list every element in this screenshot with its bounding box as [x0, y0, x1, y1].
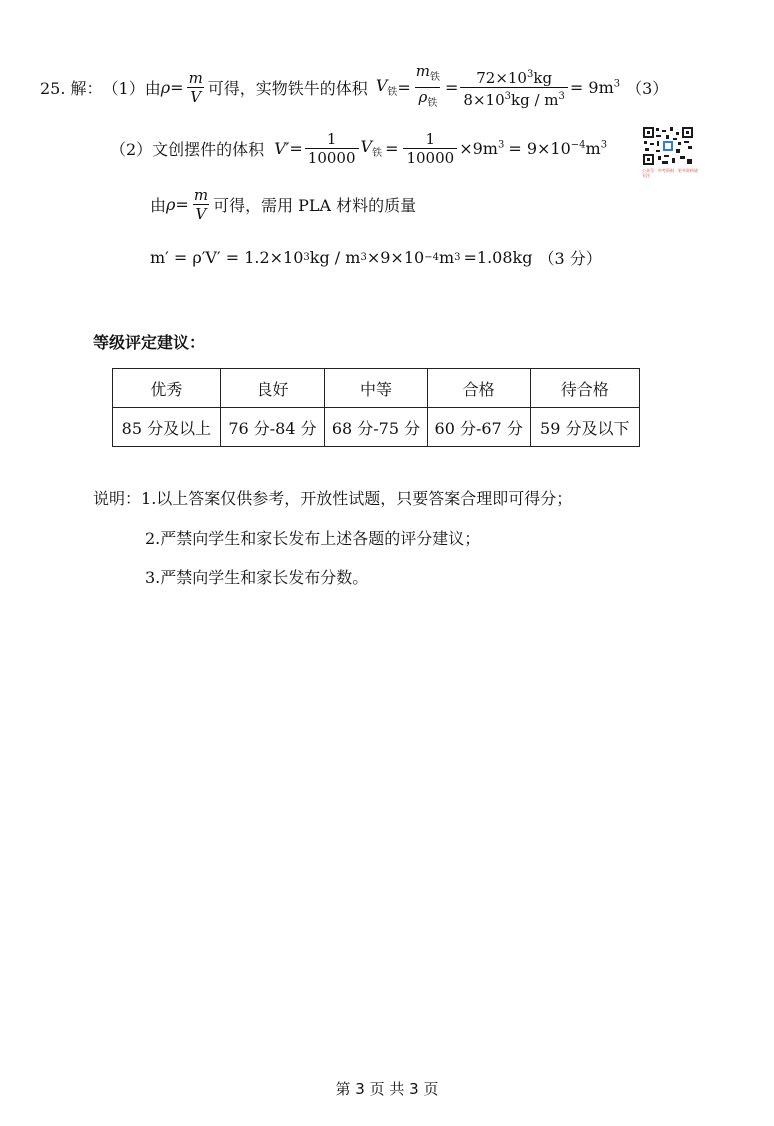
note-item: 3.严禁向学生和家长发布分数。 [145, 568, 369, 587]
equals: = [397, 78, 411, 97]
v-iron: $V_铁$ [375, 76, 398, 99]
note-item: 1.以上答案仅供参考，开放性试题，只要答案合理即可得分； [141, 489, 573, 508]
equals: = [170, 78, 184, 97]
table-cell: 85 分及以上 [113, 408, 221, 447]
fraction-numerator: m [188, 69, 203, 87]
rho-symbol: ρ [166, 195, 176, 214]
notes-lead: 说明： [93, 489, 142, 508]
table-row [113, 408, 640, 447]
table-header-cell: 待合格 [530, 369, 639, 408]
v-iron: $V_铁$ [360, 137, 383, 160]
qr-code-icon [642, 126, 694, 166]
mass-over-density-fraction: $\frac{m_铁}{\rho_铁}$ [413, 62, 443, 113]
equals: = [445, 78, 459, 97]
q25-part3-line [150, 186, 416, 223]
equals: = [385, 139, 399, 158]
q25-step1: （1） [102, 79, 145, 98]
times-volume: $\times 9m^3$ [459, 139, 505, 158]
table-cell: 60 分-67 分 [427, 408, 530, 447]
equals: = [175, 195, 189, 214]
grading-table [112, 368, 640, 447]
table-header-row [113, 369, 640, 408]
density-fraction: $\frac{m}{V}$ [193, 186, 209, 223]
q25-part1-line [40, 62, 668, 113]
grading-heading: 等级评定建议： [93, 333, 206, 352]
q25-part3-text: 可得，需用 PLA 材料的质量 [213, 196, 417, 215]
by-text: 由 [144, 79, 161, 98]
scale-fraction: $\frac{1}{10000}$ [305, 130, 359, 167]
q25-label: 25. 解： [40, 79, 103, 98]
table-cell: 68 分-75 分 [325, 408, 428, 447]
q25-part4-score: （3 分） [538, 249, 602, 268]
q25-step2: （2）文创摆件的体积 [110, 140, 265, 159]
table-cell: 76 分-84 分 [220, 408, 324, 447]
note-item: 2.严禁向学生和家长发布上述各题的评分建议； [145, 529, 481, 548]
q25-part1-text: 可得，实物铁牛的体积 [207, 79, 368, 98]
table-cell: 59 分及以下 [530, 408, 639, 447]
q25-part2-result: = $9\times 10^{-4}m^3$ [508, 139, 608, 158]
v-prime: V′ [274, 139, 290, 158]
density-fraction [186, 69, 206, 106]
mass-formula: m′ = ρ′V′ = 1.2×10 [150, 248, 304, 267]
numeric-fraction: $\frac{72\times 10^3kg}{8\times 10^3kg / m^3}$ [460, 66, 567, 109]
fraction-denominator: V [187, 87, 204, 106]
table-header-cell: 合格 [427, 369, 530, 408]
table-header-cell: 优秀 [113, 369, 221, 408]
by-text: 由 [150, 196, 167, 215]
rho-symbol: ρ [160, 78, 171, 97]
q25-part1-result: = $9m^3$ [569, 78, 621, 97]
page-footer: 第 3 页 共 3 页 [335, 1080, 439, 1098]
table-header-cell: 中等 [325, 369, 428, 408]
mass-result: =1.08kg [463, 248, 533, 267]
q25-part1-score: （3） [626, 79, 669, 98]
q25-part2-line [110, 130, 607, 167]
qr-caption: 公众号：中考资料 · 更多资料请关注 [642, 168, 698, 178]
q25-part4-line: m′ = ρ′V′ = 1.2×10 3 kg / m 3 ×9×10 −4 m 3 =1.08kg （3 分） [150, 248, 602, 268]
scale-fraction: $\frac{1}{10000}$ [403, 130, 457, 167]
table-header-cell: 良好 [220, 369, 324, 408]
equals: = [289, 139, 303, 158]
notes-line-1 [93, 486, 572, 509]
